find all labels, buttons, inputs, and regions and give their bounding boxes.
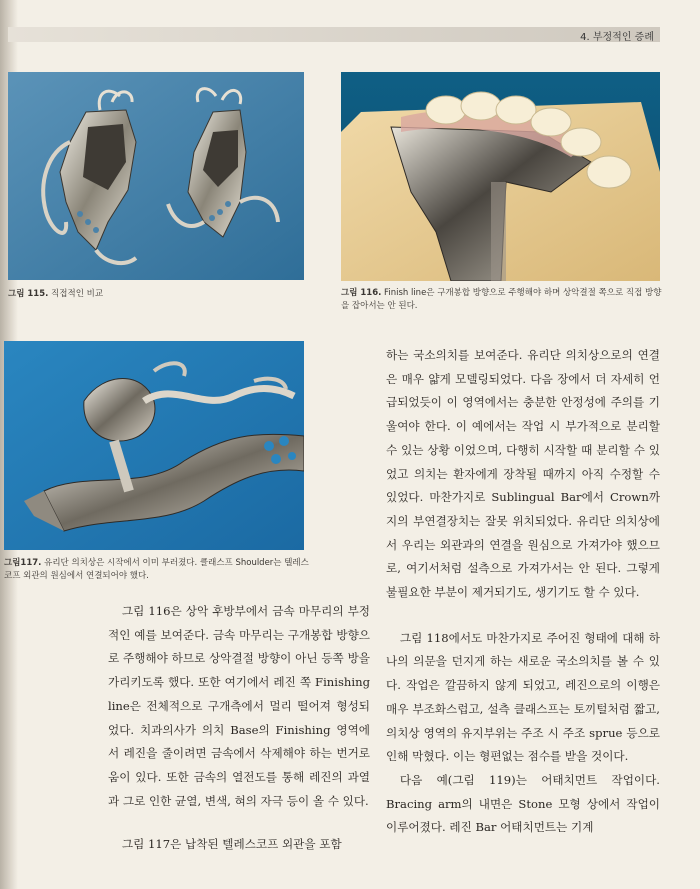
paragraph: 하는 국소의치를 보여준다. 유리단 의치상으로의 연결은 매우 얇게 모델링되었다. 다음 장에서 더 자세히 언급되었듯이 이 영역에서는 충분한 안정성에 주의를 기울여야 한다. 이 예에서는 작업 시 부가적으로 분리할 수 있는 상황 이었으며, 다행히 시작할 때 분리할 수 있었고 의치는 환자에게 장착될 때까지 아직 수정할 수 있었다. 마찬가지로 Sublingual Bar에서 Crown까지의 부연결장치는 잘못 위치되었다. 유리단 의치상에서 우리는 외관과의 연결을 원심으로 가져가야 했으므로, 여기서처럼 설측으로 가져가서는 안 된다. 그렇게 불필요한 부분이 제거되기도, 생기기도 할 수 있다.: [386, 348, 660, 600]
paragraph: 그림 117은 납착된 텔레스코프 외관을 포함: [121, 837, 342, 852]
running-header-bar: [8, 27, 660, 42]
body-column-left: [108, 600, 370, 857]
paragraph: 다음 예(그림 119)는 어태치먼트 작업이다. Bracing arm의 내면은 Stone 모형 상에서 작업이 이루어졌다. 레진 Bar 어태치먼트는 기계: [386, 772, 660, 835]
body-column-right: [386, 344, 660, 840]
figure-116-photo: [341, 72, 660, 281]
figure-115-photo: [8, 72, 304, 280]
figure-117-photo: [4, 341, 304, 550]
figure-117-caption: 그림117. 유리단 의치상은 시작에서 이미 부러졌다. 클래스프 Shoulder는 텔레스코프 외관의 원심에서 연결되어야 했다.: [4, 558, 309, 581]
paragraph: 그림 116은 상악 후방부에서 금속 마무리의 부정적인 예를 보여준다. 금속 마무리는 구개봉합 방향으로 주행해야 하므로 상악결절 방향이 아닌 등쪽 방을 가리키도록 했다. 또한 여기에서 레진 쪽 Finishing line은 전체적으로 구개측에서 멀리 떨어져 형성되었다. 치과의사가 의치 Base의 Finishing 영역에서 레진을 줄이려면 금속에서 삭제해야 하는 번거로움이 있다. 또한 금속의 열전도를 통해 레진의 과열과 그로 인한 균열, 변색, 혀의 자극 등이 올 수 있다.: [108, 604, 370, 808]
figure-116-caption: 그림 116. Finish line은 구개봉합 방향으로 주행해야 하며 상악결절 쪽으로 직접 방향을 잡아서는 안 된다.: [341, 288, 662, 311]
running-header-chapter: 4. 부정적인 증례: [580, 32, 654, 43]
figure-115-caption: 그림 115. 직접적인 비교: [8, 289, 104, 299]
paragraph: 그림 118에서도 마찬가지로 주어진 형태에 대해 하나의 의문을 던지게 하는 새로운 국소의치를 볼 수 있다. 작업은 깔끔하지 않게 되었고, 레진으로의 이행은 매우 부조화스럽고, 설측 클래스프는 토끼털처럼 짧고, 의치상 영역의 유지부위는 주조 시 주조 sprue 등으로 인해 막혔다. 이는 형편없는 점수를 받을 것이다.: [386, 630, 660, 764]
